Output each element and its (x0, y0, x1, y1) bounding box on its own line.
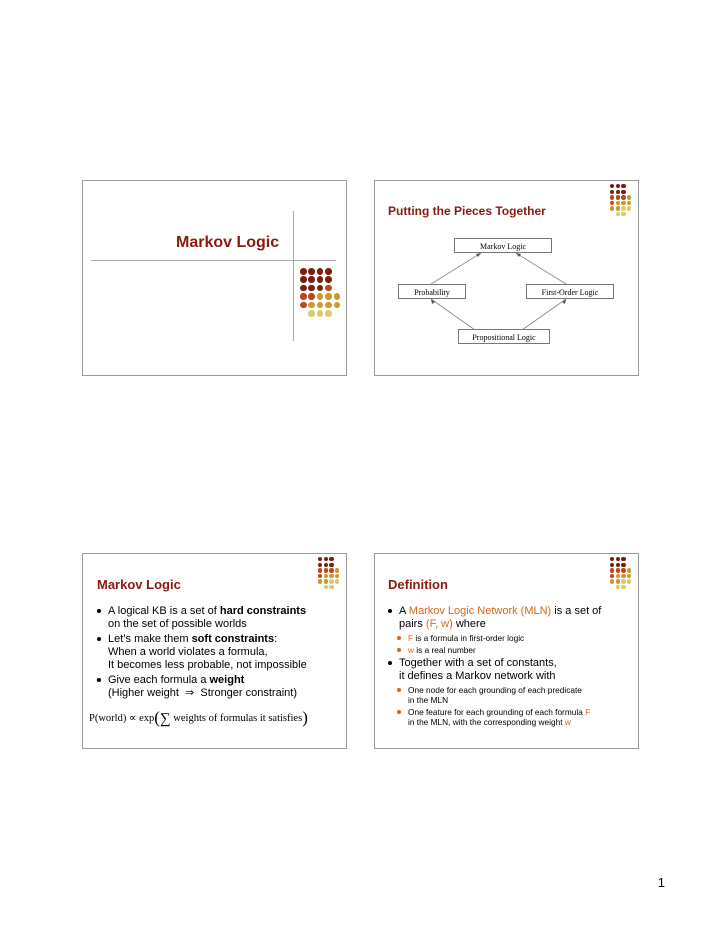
decor-dot (627, 568, 631, 572)
page-number: 1 (657, 875, 665, 890)
decor-dot (300, 285, 307, 292)
decor-dot (318, 563, 322, 567)
decor-dot (308, 268, 315, 275)
decor-dot (324, 568, 328, 572)
decor-dot (610, 557, 614, 561)
decor-dot (324, 557, 328, 561)
slide-3 (82, 553, 347, 749)
slide-1-horizontal-rule (91, 260, 336, 261)
decor-dot (317, 293, 324, 300)
decor-dot (325, 310, 332, 317)
decor-dot (616, 579, 620, 583)
decor-dot (329, 563, 333, 567)
decor-dot (300, 293, 307, 300)
decor-dot (329, 557, 333, 561)
decor-dot (627, 579, 631, 583)
decor-dot (621, 574, 625, 578)
decor-dot (616, 563, 620, 567)
decor-dot (616, 568, 620, 572)
decor-dot (300, 268, 307, 275)
slide-2 (374, 180, 639, 376)
decor-dot (308, 285, 315, 292)
decor-dot (317, 310, 324, 317)
decor-dot (616, 585, 620, 589)
decor-dot (329, 585, 333, 589)
decor-dot (300, 302, 307, 309)
decor-dot (325, 276, 332, 283)
slide-4 (374, 553, 639, 749)
decor-dot (325, 268, 332, 275)
bullet-markov-network: Together with a set of constants, it defines a Markov network with (388, 657, 636, 683)
slide-3-title: Markov Logic (97, 577, 181, 592)
decor-dot (621, 585, 625, 589)
decor-dot (324, 574, 328, 578)
decor-dot (300, 276, 307, 283)
decor-dot (616, 557, 620, 561)
decor-dot (318, 579, 322, 583)
sub-bullet-formula: F is a formula in first-order logic (388, 633, 636, 643)
bullet-soft-constraints: Let’s make them soft constraints: When a world violates a formula, It becomes less probable, not impossible (97, 633, 342, 672)
implies-arrow: ⇒ (185, 687, 195, 699)
decor-dot (610, 574, 614, 578)
bullet-mln-definition: A Markov Logic Network (MLN) is a set of pairs (F, w) where (388, 605, 636, 631)
decor-dot (329, 579, 333, 583)
decor-dot (610, 568, 614, 572)
sub-bullet-weight: w is a real number (388, 645, 636, 655)
decor-dot (335, 574, 339, 578)
decor-dot (621, 568, 625, 572)
decor-dot (318, 568, 322, 572)
decor-dot (325, 293, 332, 300)
slide-1-title: Markov Logic (176, 234, 280, 251)
slide-4-title: Definition (388, 577, 448, 592)
decor-dot (329, 568, 333, 572)
sub-bullet-node: One node for each grounding of each predicate in the MLN (388, 685, 636, 705)
decor-dot (627, 574, 631, 578)
decor-dot (308, 276, 315, 283)
decor-dot (308, 302, 315, 309)
decor-dot (616, 574, 620, 578)
slide-2-title: Putting the Pieces Together (388, 204, 546, 218)
decor-dot (334, 302, 341, 309)
node-first-order-logic: First-Order Logic (526, 284, 614, 299)
decor-dot (335, 579, 339, 583)
decor-dot (308, 293, 315, 300)
slide-3-bullets (97, 605, 342, 702)
decor-dot (324, 563, 328, 567)
node-propositional-logic: Propositional Logic (458, 329, 550, 344)
decor-dot (334, 293, 341, 300)
sub-bullet-feature: One feature for each grounding of each formula F in the MLN, with the corresponding weight w (388, 707, 636, 727)
decor-dot (317, 302, 324, 309)
decor-dot (317, 276, 324, 283)
slide-4-bullets (388, 605, 636, 729)
node-probability: Probability (398, 284, 466, 299)
decor-dot (621, 563, 625, 567)
decor-dot (329, 574, 333, 578)
decor-dot (325, 285, 332, 292)
slide-1-vertical-rule (293, 211, 294, 341)
bullet-weight: Give each formula a weight (Higher weight ⇒ Stronger constraint) (97, 674, 342, 700)
decor-dot (324, 579, 328, 583)
decor-dot (335, 568, 339, 572)
decor-dot (324, 585, 328, 589)
bullet-hard-constraints: A logical KB is a set of hard constraints on the set of possible worlds (97, 605, 342, 631)
decor-dot (325, 302, 332, 309)
decor-dot (318, 574, 322, 578)
decor-dot (621, 557, 625, 561)
node-markov-logic: Markov Logic (454, 238, 552, 253)
slide-1 (82, 180, 347, 376)
decor-dot (318, 557, 322, 561)
probability-formula: P(world) ∝ exp(∑ weights of formulas it satisfies) (89, 708, 308, 727)
lattice-edges (375, 181, 639, 376)
decor-dot (610, 563, 614, 567)
decor-dot (621, 579, 625, 583)
decor-dot (308, 310, 315, 317)
decor-dot (610, 579, 614, 583)
decor-dot (317, 268, 324, 275)
decor-dot (317, 285, 324, 292)
